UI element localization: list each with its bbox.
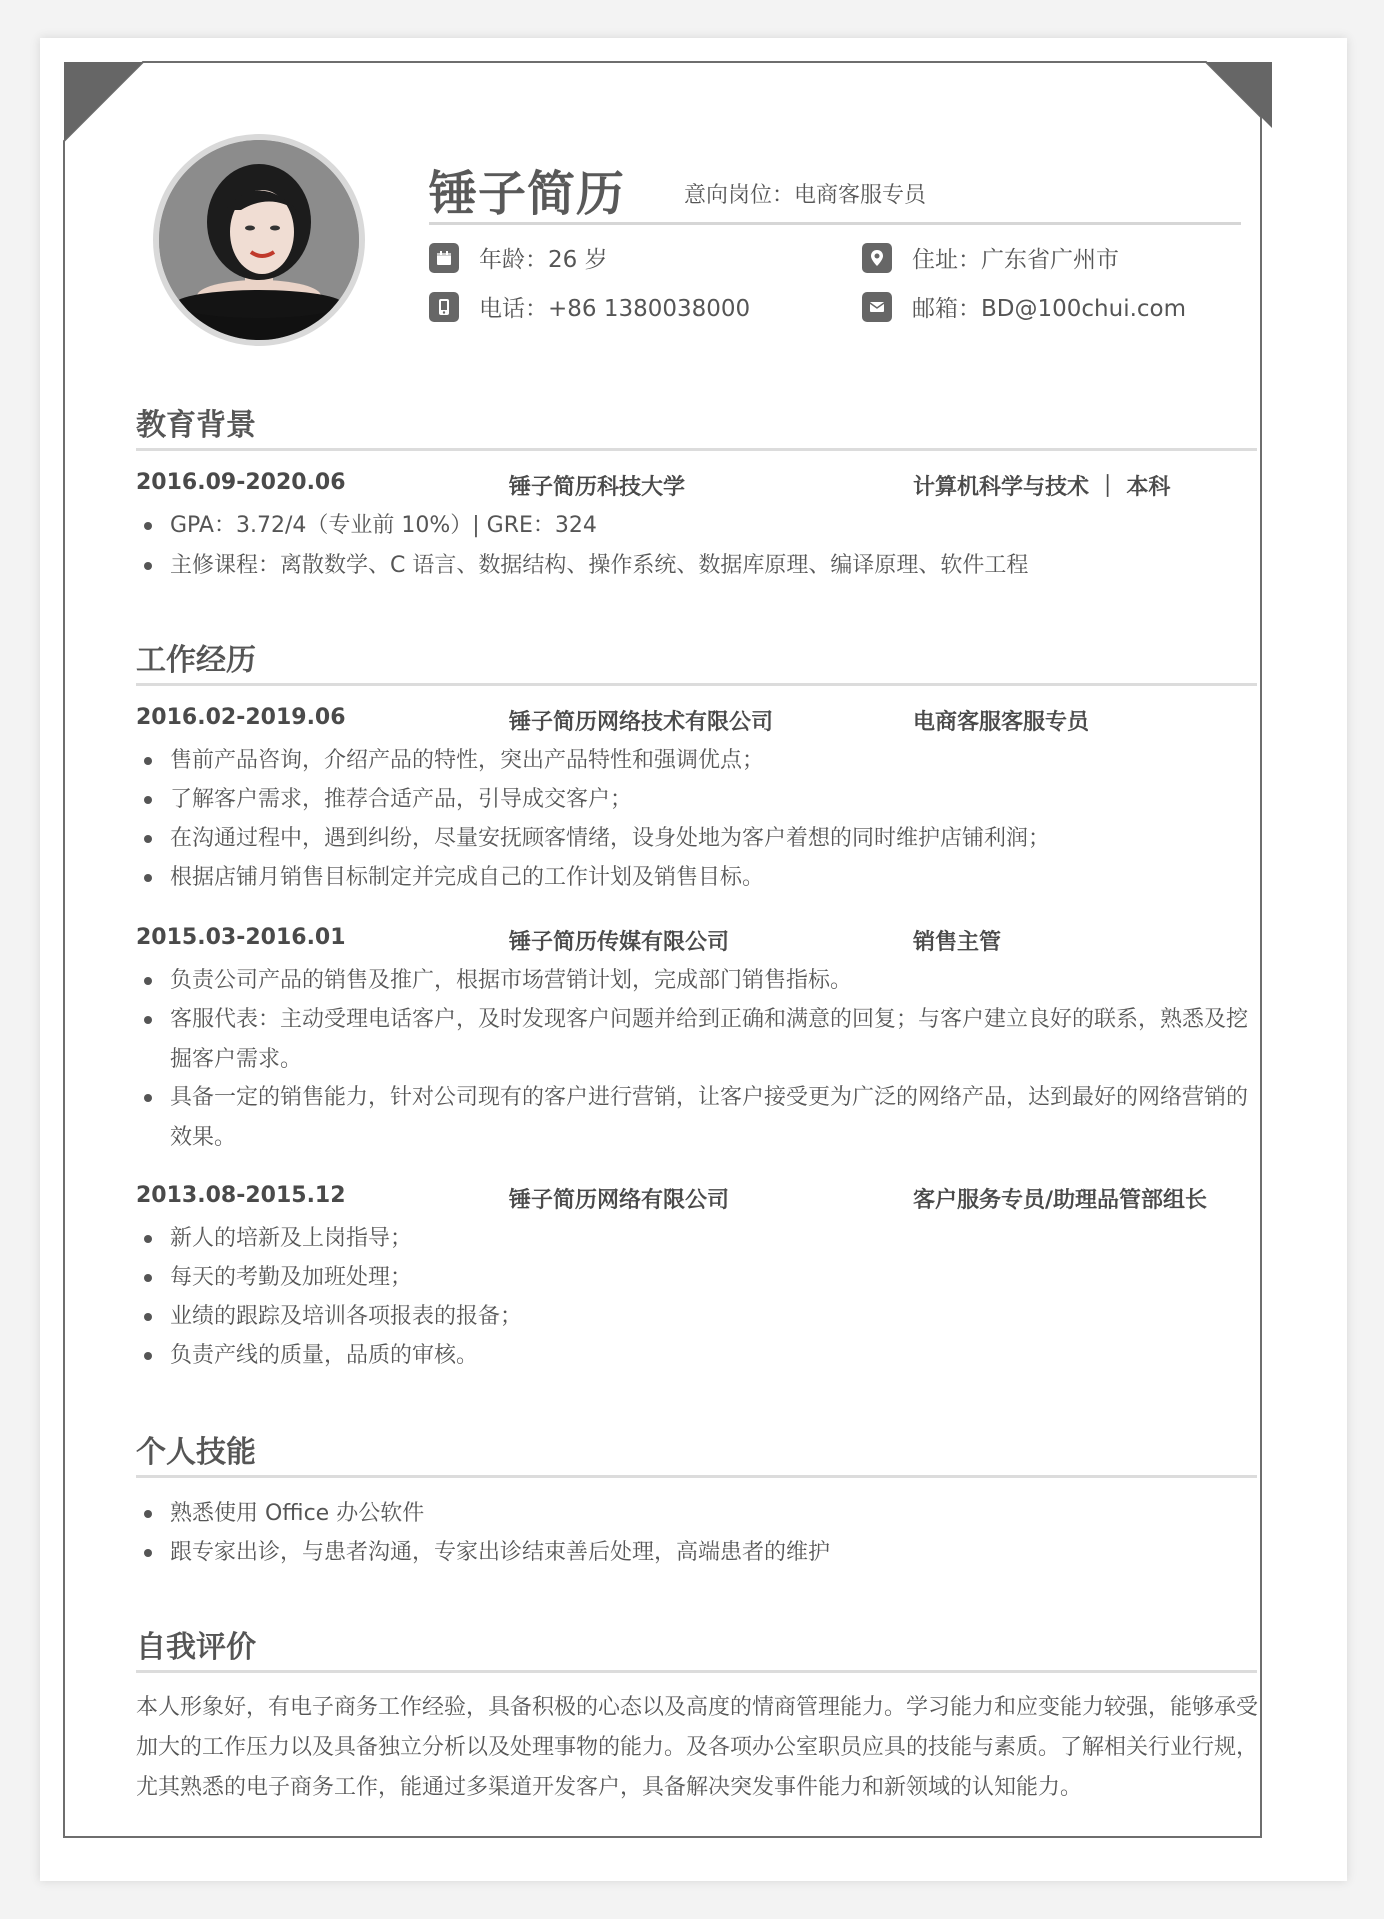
resume-page — [40, 38, 1347, 1881]
list-item: 跟专家出诊，与患者沟通，专家出诊结束善后处理，高端患者的维护 — [140, 1533, 1260, 1573]
list-item: 在沟通过程中，遇到纠纷，尽量安抚顾客情绪，设身处地为客户着想的同时维护店铺利润； — [140, 819, 1260, 859]
resume-title: 锤子简历 — [429, 166, 626, 222]
info-address — [862, 241, 1119, 274]
edu-date: 2016.09-2020.06 — [136, 470, 346, 495]
work-role: 电商客服客服专员 — [913, 710, 1090, 735]
section-divider — [136, 1670, 1257, 1673]
work-date: 2013.08-2015.12 — [136, 1183, 346, 1208]
section-title-education: 教育背景 — [136, 408, 256, 443]
self-eval-text: 本人形象好，有电子商务工作经验，具备积极的心态以及高度的情商管理能力。学习能力和应变能力较强，能够承受加大的工作压力以及具备独立分析以及处理事物的能力。及各项办公室职员应具的技能与素质。了解相关行业行规，尤其熟悉的电子商务工作，能通过多渠道开发客户，具备解决突发事件能力和新领域的认知能力。 — [136, 1695, 1259, 1800]
info-age-text: 年龄：26 岁 — [479, 247, 608, 273]
list-item: 了解客户需求，推荐合适产品，引导成交客户； — [140, 780, 1260, 820]
section-title-self-eval: 自我评价 — [136, 1630, 256, 1665]
location-pin-icon — [862, 243, 892, 273]
list-item: 熟悉使用 Office 办公软件 — [140, 1494, 1260, 1534]
section-title-work: 工作经历 — [136, 643, 256, 678]
list-item: 负责产线的质量，品质的审核。 — [140, 1336, 1260, 1376]
work-company: 锤子简历传媒有限公司 — [509, 930, 730, 955]
phone-icon — [429, 292, 459, 322]
list-item: 售前产品咨询，介绍产品的特性，突出产品特性和强调优点； — [140, 741, 1260, 781]
section-divider — [136, 1475, 1257, 1478]
info-age — [429, 241, 608, 274]
section-divider — [136, 683, 1257, 686]
list-item: GPA：3.72/4（专业前 10%）| GRE：324 — [140, 506, 1260, 546]
info-email-text: 邮箱：BD@100chui.com — [912, 296, 1187, 322]
list-item: 业绩的跟踪及培训各项报表的报备； — [140, 1297, 1260, 1337]
divider — [429, 222, 1241, 225]
list-item: 客服代表：主动受理电话客户，及时发现客户问题并给到正确和满意的回复；与客户建立良好的联系，熟悉及挖掘客户需求。 — [140, 1000, 1260, 1080]
info-phone — [429, 290, 750, 323]
info-email — [862, 290, 1186, 323]
mail-icon — [862, 292, 892, 322]
section-divider — [136, 448, 1257, 451]
work-company: 锤子简历网络技术有限公司 — [509, 710, 774, 735]
edu-school: 锤子简历科技大学 — [509, 475, 686, 500]
list-item: 根据店铺月销售目标制定并完成自己的工作计划及销售目标。 — [140, 858, 1260, 898]
info-phone-text: 电话：+86 1380038000 — [479, 296, 751, 322]
calendar-icon — [429, 243, 459, 273]
work-date: 2016.02-2019.06 — [136, 705, 346, 730]
work-role: 销售主管 — [913, 930, 1002, 955]
section-title-skills: 个人技能 — [136, 1435, 256, 1470]
work-date: 2015.03-2016.01 — [136, 925, 346, 950]
info-address-text: 住址：广东省广州市 — [912, 247, 1119, 273]
edu-major: 计算机科学与技术 ｜ 本科 — [913, 475, 1171, 500]
list-item: 具备一定的销售能力，针对公司现有的客户进行营销，让客户接受更为广泛的网络产品，达到最好的网络营销的效果。 — [140, 1078, 1260, 1158]
work-company: 锤子简历网络有限公司 — [509, 1188, 730, 1213]
job-intent: 意向岗位：电商客服专员 — [684, 183, 927, 208]
list-item: 负责公司产品的销售及推广，根据市场营销计划，完成部门销售指标。 — [140, 961, 1260, 1001]
list-item: 每天的考勤及加班处理； — [140, 1258, 1260, 1298]
list-item: 主修课程：离散数学、C 语言、数据结构、操作系统、数据库原理、编译原理、软件工程 — [140, 546, 1260, 586]
work-role: 客户服务专员/助理品管部组长 — [913, 1188, 1208, 1213]
list-item: 新人的培新及上岗指导； — [140, 1219, 1260, 1259]
avatar — [153, 134, 365, 346]
